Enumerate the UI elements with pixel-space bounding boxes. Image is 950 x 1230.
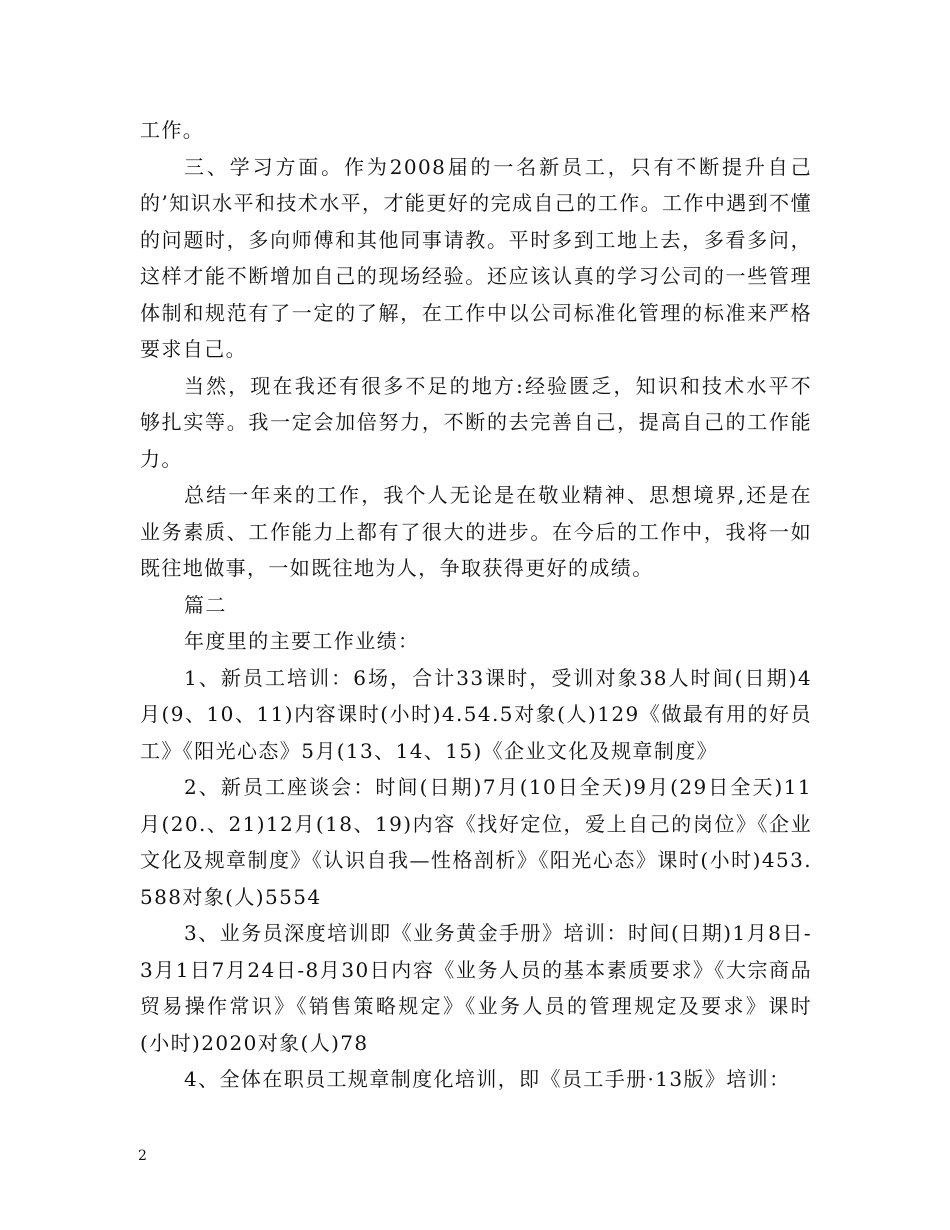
list-item-staff-handbook-training: 4、全体在职员工规章制度化培训，即《员工手册·13版》培训：	[184, 1067, 791, 1091]
paragraph-continuation: 工作。	[140, 118, 205, 142]
page-number: 2	[138, 1148, 147, 1164]
paragraph-summary: 总结一年来的工作，我个人无论是在敬业精神、思想境界,还是在业务素质、工作能力上都有了很大的进步。在今后的工作中，我将一如既往地做事，一如既往地为人，争取获得更好的成绩。	[140, 483, 812, 580]
list-item-new-employee-training: 1、新员工培训：6场，合计33课时，受训对象38人时间(日期)4月(9、10、11)内容课时(小时)4.54.5对象(人)129《做最有用的好员工》《阳光心态》5月(13、14、15)《企业文化及规章制度》	[140, 665, 812, 763]
document-body	[140, 112, 812, 1098]
list-item-sales-training: 3、业务员深度培训即《业务黄金手册》培训：时间(日期)1月8日-3月1日7月24日-8月30日内容《业务人员的基本素质要求》《大宗商品贸易操作常识》《销售策略规定》《业务人员的管理规定及要求》课时(小时)2020对象(人)78	[140, 921, 812, 1055]
section-heading: 篇二	[184, 592, 227, 617]
paragraph-learning: 三、学习方面。作为2008届的一名新员工，只有不断提升自己的’知识水平和技术水平，才能更好的完成自己的工作。工作中遇到不懂的问题时，多向师傅和其他同事请教。平时多到工地上去，多看多问，这样才能不断增加自己的现场经验。还应该认真的学习公司的一些管理体制和规范有了一定的了解，在工作中以公司标准化管理的标准来严格要求自己。	[140, 154, 812, 361]
paragraph-shortcomings: 当然，现在我还有很多不足的地方:经验匮乏，知识和技术水平不够扎实等。我一定会加倍努力，不断的去完善自己，提高自己的工作能力。	[140, 373, 812, 471]
paragraph-achievements-intro: 年度里的主要工作业绩：	[184, 629, 420, 653]
list-item-new-employee-forum: 2、新员工座谈会：时间(日期)7月(10日全天)9月(29日全天)11月(20.、21)12月(18、19)内容《找好定位，爱上自己的岗位》《企业文化及规章制度》《认识自我—性格剖析》《阳光心态》课时(小时)453.588对象(人)5554	[140, 775, 812, 909]
